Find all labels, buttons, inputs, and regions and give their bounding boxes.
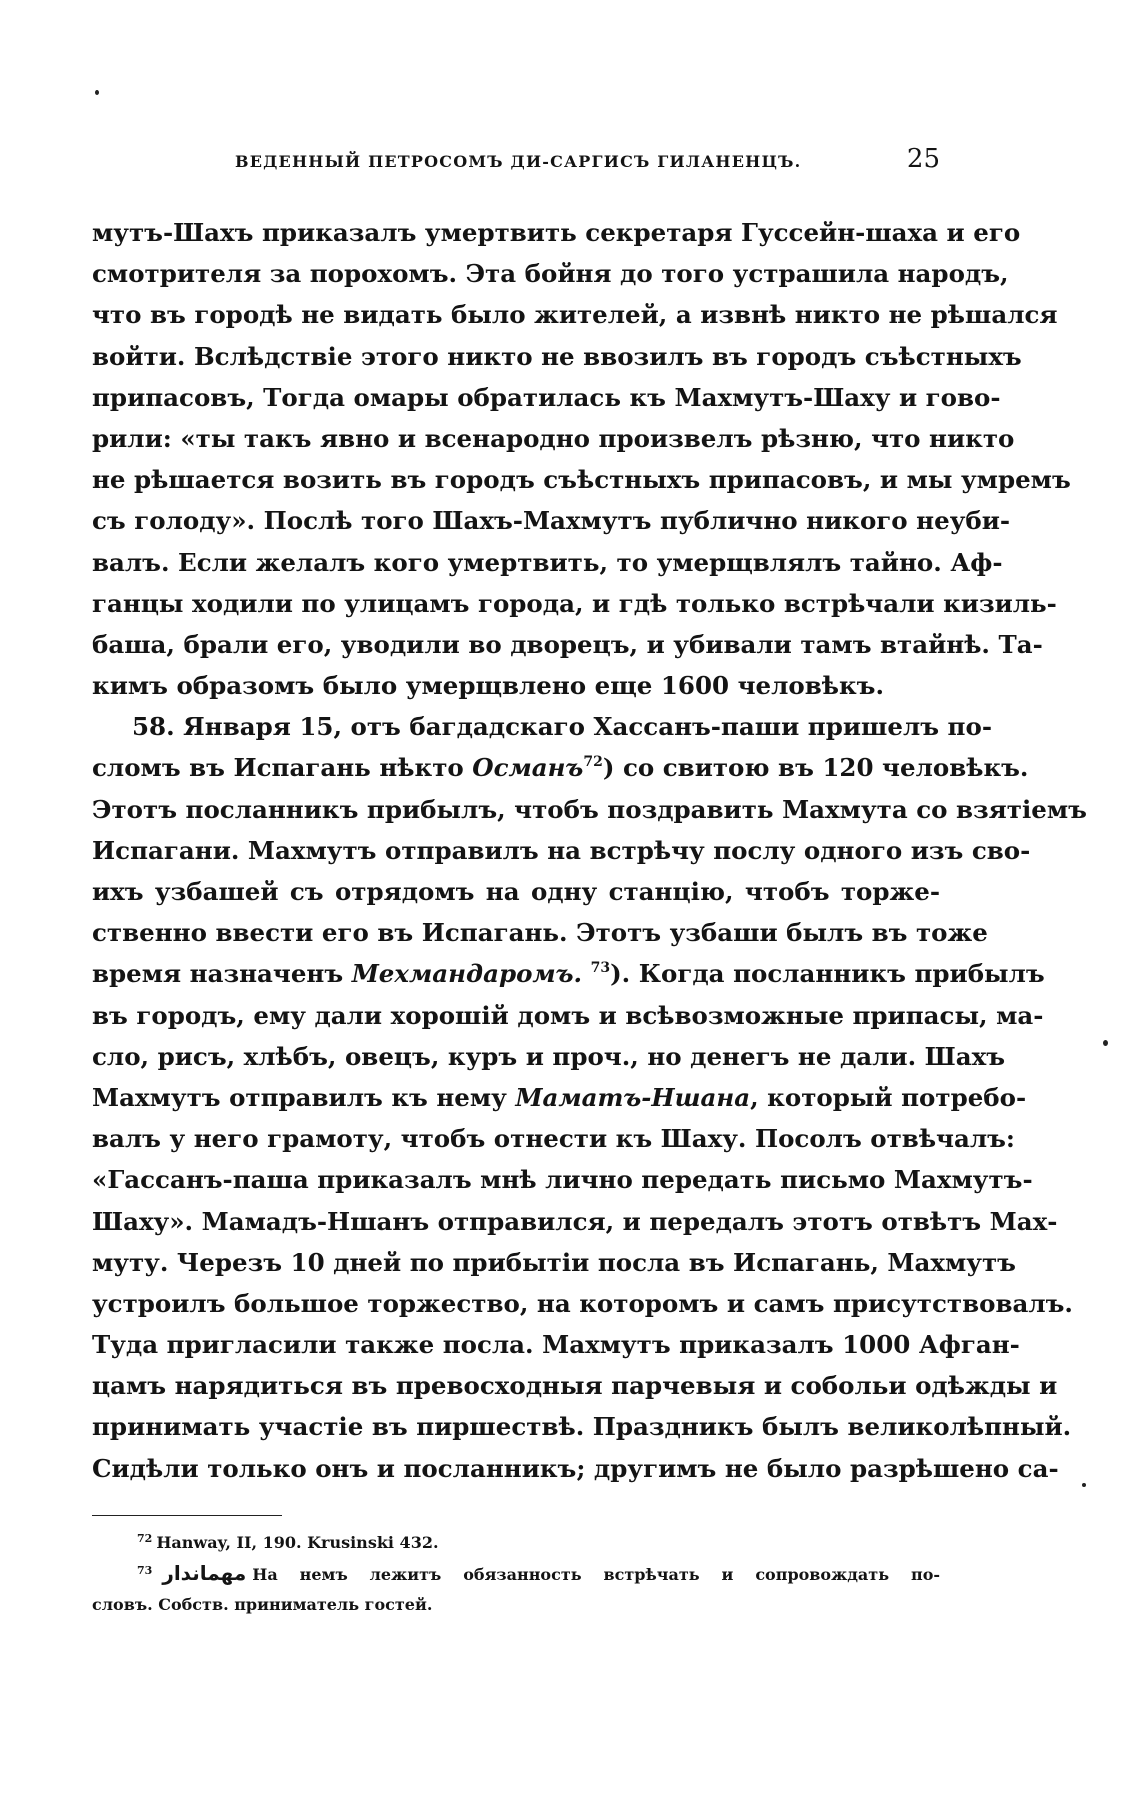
footnote-73-cont: словъ. Собств. приниматель гостей. bbox=[92, 1595, 433, 1614]
footnotes bbox=[92, 1528, 940, 1620]
text-segment: сломъ въ Испагань нѣкто bbox=[92, 753, 473, 783]
text-line: валъ. Если желалъ кого умертвить, то умерщвлялъ тайно. Аф- bbox=[92, 547, 1003, 577]
text-line bbox=[92, 1077, 1027, 1118]
paragraph-58-start: 58. Января 15, отъ багдадскаго Хассанъ-паши пришелъ по- bbox=[132, 712, 993, 742]
text-line: Этотъ посланникъ прибылъ, чтобъ поздравить Махмута со взятіемъ bbox=[92, 794, 1087, 824]
text-line: ихъ узбашей съ отрядомъ на одну станцію, чтобъ торже- bbox=[92, 877, 940, 906]
text-line: ганцы ходили по улицамъ города, и гдѣ только встрѣчали кизиль- bbox=[92, 588, 1057, 618]
text-line: припасовъ, Тогда омары обратилась къ Махмутъ-Шаху и гово- bbox=[92, 382, 1001, 412]
text-line: валъ у него грамоту, чтобъ отнести къ Шаху. Посолъ отвѣчалъ: bbox=[92, 1124, 1015, 1154]
footnote-ref-73: 73 bbox=[590, 960, 611, 977]
text-line: мутъ-Шахъ приказалъ умертвить секретаря Гуссейн-шаха и его bbox=[92, 218, 1021, 247]
text-line: что въ городѣ не видать было жителей, а извнѣ никто не рѣшался bbox=[92, 300, 1058, 330]
footnote-text: На немъ лежитъ обязанность встрѣчать и сопровождать по- bbox=[252, 1565, 940, 1584]
text-line: устроилъ большое торжество, на которомъ и самъ присутствовалъ. bbox=[92, 1288, 1073, 1318]
text-line: ственно ввести его въ Испагань. Этотъ узбаши былъ въ тоже bbox=[92, 918, 988, 948]
body-text bbox=[92, 212, 1087, 1489]
text-line: въ городъ, ему дали хорошій домъ и всѣвозможные припасы, ма- bbox=[92, 1000, 1044, 1030]
text-line bbox=[92, 747, 1029, 788]
text-line: Туда пригласили также посла. Махмутъ приказалъ 1000 Афган- bbox=[92, 1330, 1020, 1360]
footnote-marker-73: 73 bbox=[137, 1564, 153, 1577]
text-segment: , который потребо- bbox=[750, 1082, 1027, 1112]
arabic-word: مهماندار bbox=[162, 1561, 247, 1585]
footnote-ref-72: 72 bbox=[583, 754, 603, 771]
print-speck bbox=[1103, 1040, 1108, 1046]
text-segment: ) со свитою въ 120 человѣкъ. bbox=[602, 753, 1029, 783]
text-line: Сидѣли только онъ и посланникъ; другимъ не было разрѣшено са- bbox=[92, 1453, 1059, 1483]
text-line: рили: «ты такъ явно и всенародно произвелъ рѣзню, что никто bbox=[92, 423, 1015, 453]
text-line bbox=[92, 953, 1045, 994]
text-line: «Гассанъ-паша приказалъ мнѣ лично передать письмо Махмутъ- bbox=[92, 1165, 1033, 1195]
text-line: войти. Вслѣдствіе этого никто не ввозилъ въ городъ съѣстныхъ bbox=[92, 341, 1022, 371]
footnote-73 bbox=[92, 1558, 940, 1590]
italic-name-osman: Османъ bbox=[472, 753, 584, 783]
italic-name-mamat-nshan: Маматъ-Ншана bbox=[515, 1082, 751, 1112]
print-speck bbox=[1082, 1483, 1086, 1487]
text-line: сло, рисъ, хлѣбъ, овецъ, куръ и проч., но денегъ не дали. Шахъ bbox=[92, 1041, 1006, 1071]
text-line: смотрителя за порохомъ. Эта бойня до того устрашила народъ, bbox=[92, 259, 1009, 289]
italic-name-mehmandar: Мехмандаромъ. bbox=[351, 959, 583, 989]
text-segment: ). Когда посланникъ прибылъ bbox=[610, 959, 1045, 989]
text-line: Шаху». Мамадъ-Ншанъ отправился, и передалъ этотъ отвѣтъ Мах- bbox=[92, 1206, 1058, 1236]
page-number: 25 bbox=[906, 144, 940, 174]
footnote-marker-72: 72 bbox=[137, 1532, 153, 1545]
text-line: баша, брали его, уводили во дворецъ, и убивали тамъ втайнѣ. Та- bbox=[92, 629, 1043, 659]
footnote-divider bbox=[92, 1515, 282, 1516]
text-segment: время назначенъ bbox=[92, 959, 352, 989]
text-line: не рѣшается возить въ городъ съѣстныхъ припасовъ, и мы умремъ bbox=[92, 465, 1071, 495]
footnote-text: Hanway, II, 190. Krusinski 432. bbox=[156, 1533, 439, 1552]
footnote-72 bbox=[92, 1528, 940, 1558]
text-line: муту. Черезъ 10 дней по прибытіи посла въ Испагань, Махмутъ bbox=[92, 1247, 1016, 1277]
text-line: принимать участіе въ пиршествѣ. Праздникъ былъ великолѣпный. bbox=[92, 1412, 1072, 1442]
text-segment: Махмутъ отправилъ къ нему bbox=[92, 1082, 516, 1112]
print-speck bbox=[95, 90, 99, 95]
text-line: кимъ образомъ было умерщвлено еще 1600 человѣкъ. bbox=[92, 671, 885, 701]
text-line: съ голоду». Послѣ того Шахъ-Махмутъ публично никого неуби- bbox=[92, 506, 1011, 536]
page-header bbox=[90, 144, 940, 180]
running-head: ВЕДЕННЫЙ ПЕТРОСОМЪ ДИ-САРГИСЪ ГИЛАНЕНЦЪ. bbox=[235, 152, 802, 171]
text-line: Испагани. Махмутъ отправилъ на встрѣчу послу одного изъ сво- bbox=[92, 835, 1031, 865]
text-line: цамъ нарядиться въ превосходныя парчевыя и собольи одѣжды и bbox=[92, 1371, 1058, 1401]
